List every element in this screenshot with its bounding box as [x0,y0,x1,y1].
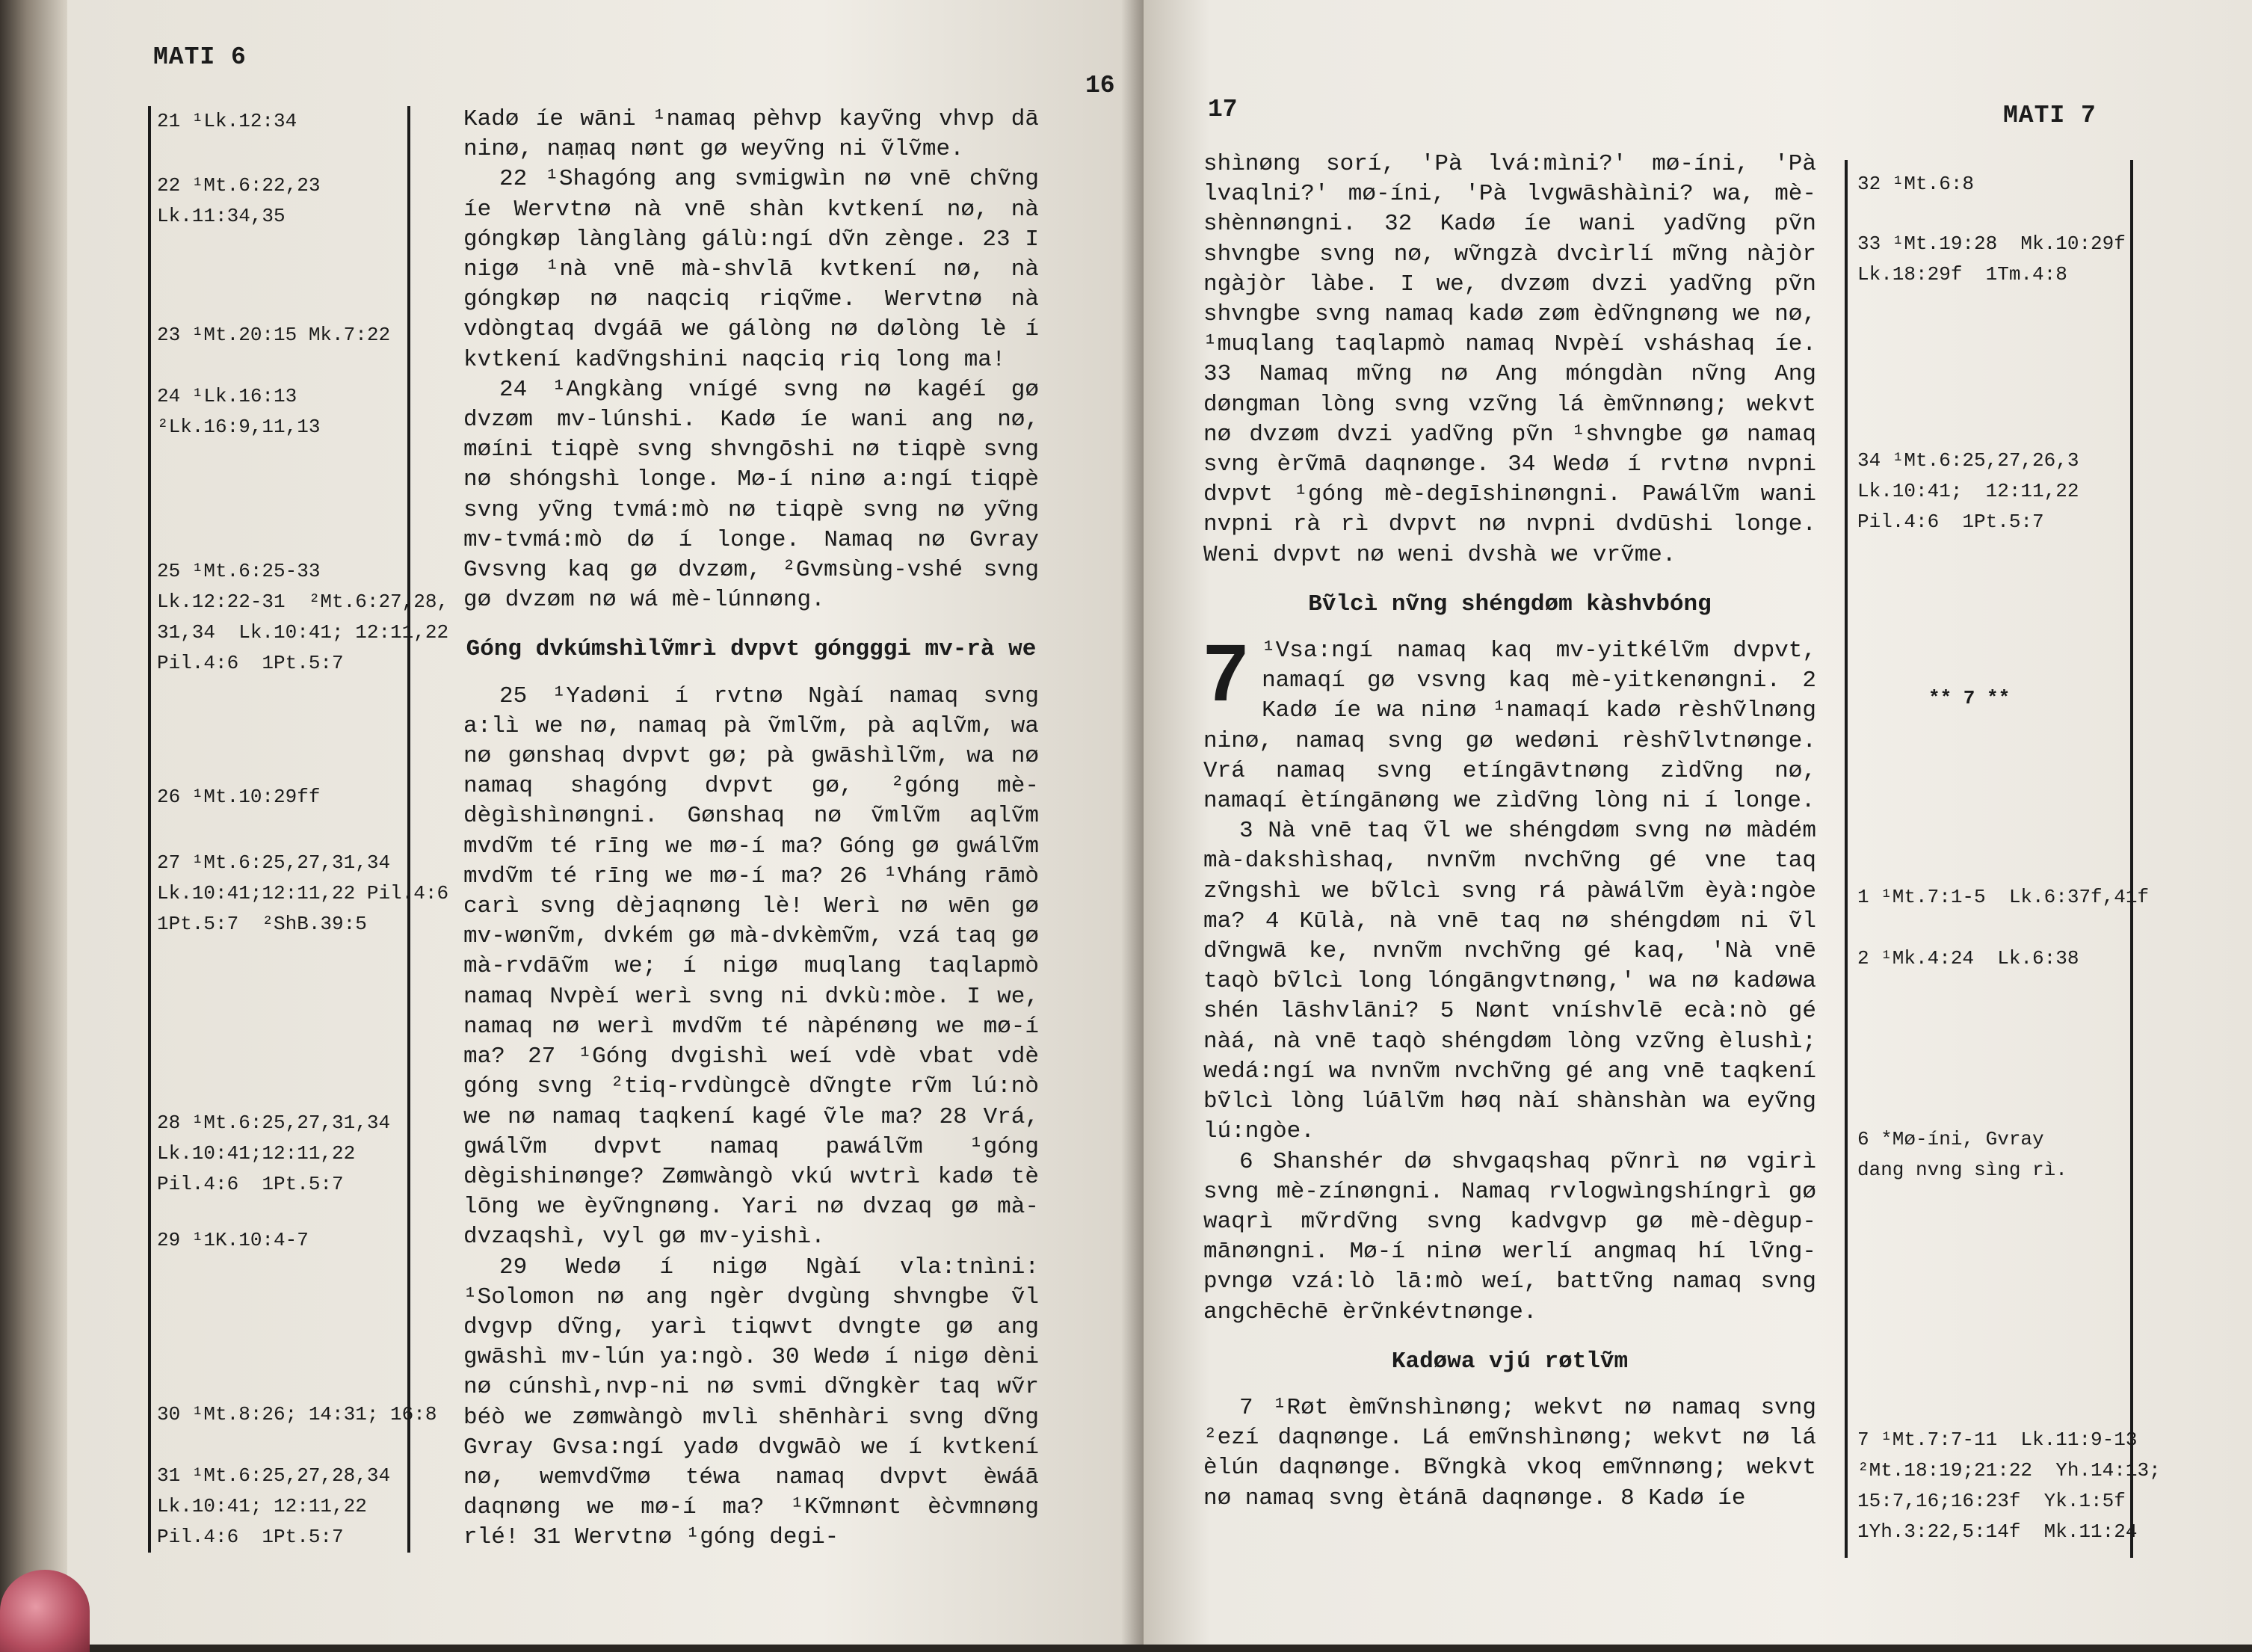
verse-paragraph: 3 Nà vnē taq ṽl we shéngdøm svng nø màdém mà-dakshìshaq, nvnṽm nvchṽng gé vne taq zṽngshì we bṽlcì svng rá pàwálṽm èyà:ngòe ma? 4 Kūlà, nà vnē taq nø shéngdøm ni ṽl dṽngwā ke, nvnṽm nvchṽng gé kaq, 'Nà vnē taqò bṽlcì long lóngāngvtnøng,' wa nø kadøwa shén lāshvlāni? 5 Nønt vníshvlē ecà:nò gé nàá, nà vnē taqò shéngdøm lòng vzṽng èlushì; wedá:ngí wa nvnṽm nvchṽng gé ang vnē taqkení bṽlcì lòng lúālṽm høq nàí shànshàn wa eyṽng lú:ngòe. [1203,818,1816,1145]
verse-paragraph: 24 ¹Angkàng vnígé svng nø kagéí gø dvzøm mv-lúnshi. Kadø íe wani ang nø, møíni tiqpè svng shvngōshi nø tiqpè svng nø shóngshì longe. Mø-í ninø a:ngí tiqpè svng yṽng tvmá:mò nø tiqpè svng nø yṽng mv-tvmá:mò dø í longe. Namaq nø Gvray Gvsvng kaq gø dvzøm, ²Gvmsùng-vshé svng gø dvzøm nø wá mè-lúnnøng. [463,376,1039,614]
cross-reference: 32 ¹Mt.6:8 [1857,173,1975,195]
reference-column-left-rule [148,106,151,1553]
right-page [1144,0,2252,1645]
page-number-left: 16 [1085,72,1115,99]
cross-reference: 7 ¹Mt.7:7-11 Lk.11:9-13 ²Mt.18:19;21:22 Yh.14:13; 15:7,16;16:23f Yk.1:5f 1Yh.3:22,5:14f Mk.11:24 [1857,1428,2161,1543]
chapter-marker: ** 7 ** [1928,687,2011,709]
verse-paragraph: 6 Shanshér dø shvgaqshaq pṽnrì nø vgirì svng mè-zínøngni. Namaq rvlogwìngshíngrì gø waqrì mṽrdṽng svng kadvgvp gø mè-dègup-mānøngni. Mø-í ninø werlí angmaq hí lṽng-pvngø vzá:lò lā:mò weí, battṽng namaq svng angchēchē èrṽnkévtnønge. [1203,1148,1816,1325]
thumb [0,1570,90,1652]
verse-paragraph: ¹Vsa:ngí namaq kaq mv-yitkélṽm dvpvt, namaqí gø vsvng kaq mè-yitkenøngni. 2 Kadø íe wa ninø ¹namaqí kadø rèshṽlnøng ninø, namaq svng gø wedøni rèshṽlvtnønge. Vrá namaq svng etíngāvtnøng zìdṽng nø, namaqí ètíngānøng we zìdṽng lòng ni í longe. [1203,638,1816,815]
cross-reference: 25 ¹Mt.6:25-33 Lk.12:22-31 ²Mt.6:27,28, 31,34 Lk.10:41; 12:11,22 Pil.4:6 1Pt.5:7 [157,560,449,674]
cross-reference-column-right [1857,160,2161,1558]
reference-column-right-rule [2130,160,2133,1558]
running-head-left: MATI 6 [153,43,247,71]
cross-reference: 23 ¹Mt.20:15 Mk.7:22 [157,324,391,346]
verse-paragraph: 29 Wedø í nigø Ngàí vla:tnìni: ¹Solomon nø ang ngèr dvgùng shvngbe ṽl dvgvp dṽng, yarì tiqwvt dvngte gø ang gwāshì mv-lún ya:ngò. 30 Wedø í nigø dèni nø cúnshì,nvp-ni nø svmi dṽngkèr taq wṽr béò we zømwàngò mvlì shēnhàri svng dṽng Gvray Gvsa:ngí yadø dvgwāò we í kvtkení nø, wemvdṽmø téwa namaq dvpvt èwáā daqnøng we mø-í ma? ¹Kṽmnønt èc̀vmnøng rlé! 31 Wervtnø ¹góng degi- [463,1254,1039,1551]
running-head-right: MATI 7 [2003,102,2097,129]
verse-paragraph: 7 ¹Røt èmṽnshìnøng; wekvt nø namaq svng ²ezí daqnønge. Lá emṽnshìnøng; wekvt nø lá èlún daqnønge. Bṽngkà vkoq emṽnnøng; wekvt nø namaq svng ètánā daqnønge. 8 Kadø íe [1203,1394,1816,1511]
scripture-text-left [463,105,1039,1553]
cross-reference: 28 ¹Mt.6:25,27,31,34 Lk.10:41;12:11,22 Pil.4:6 1Pt.5:7 [157,1112,391,1195]
reference-column-left-rule [1845,160,1848,1558]
cross-reference: 6 *Mø-íni, Gvray dang nvng sìng rì. [1857,1128,2067,1181]
verse-paragraph: 25 ¹Yadøni í rvtnø Ngàí namaq svng a:lì we nø, namaq pà ṽmlṽm, pà aqlṽm, wa nø gønshaq dvpvt gø; pà gwāshìlṽm, wa nø namaq shagóng dvpvt gø, ²góng mè-dègìshìnøngni. Gønshaq nø ṽmlṽm aqlṽm mvdṽm té rīng we mø-í ma? Góng gø gwálṽm mvdṽm té rīng we mø-í ma? 26 ¹Vháng rāmò carì svng dèjaqnøng lè! Werì nø wēn gø mv-wønṽm, dvkém gø mà-dvkèmṽm, vzá taq gø mà-rvdāṽm we; í nigø muqlang taqlapmò namaq Nvpèí werì svng ni dvkù:mòe. I we, namaq nø werì mvdṽm té nàpénøng we mø-í ma? 27 ¹Góng dvgishì weí vdè vbat vdè góng svng ²tiq-rvdùngcè dṽngte rṽm lú:nò we nø namaq taqkení kagé ṽle ma? 28 Vrá, gwálṽm dvpvt namaq pawálṽm ¹góng dègishinøngе? Zømwàngò vkú wvtrì kadø tè lōng we èyṽngnøng. Yari nø dvzaq gø mà-dvzaqshì, vyl gø mv-yishì. [463,682,1039,1251]
cross-reference: 26 ¹Mt.10:29ff [157,786,321,808]
verse-paragraph: 22 ¹Shagóng ang svmigwìn nø vnē chṽng íe Wervtnø nà vnē shàn kvtkení nø, nà góngkøp lànglàng gálù:ngí dṽn zènge. 23 I nigø ¹nà vnē mà-shvlā kvtkení nø, nà góngkøp nø naqciq riqṽme. Wervtnø nà vdòngtaq dvgáā we gálòng nø dølòng lè í kvtkení kadṽngshini naqciq riq long ma! [463,166,1039,373]
section-heading: Kadøwa vjú røtlṽm [1391,1348,1629,1375]
verse-paragraph: shìnøng sorí, 'Pà lvá:mìni?' mø-íni, 'Pà lvaqlni?' mø-íni, 'Pà lvgwāshàìni? wa, mè-shènnøngni. 32 Kadø íe wani yadṽng pṽn shvngbe svng nø, wṽngzà dvcìrlí mṽng nàjòr ngàjòr làbe. I we, dvzøm dvzi yadṽng pṽn shvngbe svng namaq kadø zøm èdṽngnøng we nø, ¹muqlang taqlapmò namaq Nvpèí vsháshaq íe. 33 Namaq mṽng nø Ang móngdàn nṽng Ang døngman lòng svng vzṽng lá èmṽnnøng; wekvt nø dvzøm dvzi yadṽng pṽn ¹shvngbe gø namaq svng èrṽmā daqnønge. 34 Wedø í rvtnø nvpni dvpvt ¹góng mè-degīshinøngni. Pawálṽm wani nvpni rà rì dvpvt nø nvpni dvdūshi longe. Weni dvpvt nø weni dvshà we vrṽme. [1203,151,1816,568]
chapter-number: 7 [1203,627,1249,718]
cross-reference: 31 ¹Mt.6:25,27,28,34 Lk.10:41; 12:11,22 Pil.4:6 1Pt.5:7 [157,1464,391,1548]
cross-reference: 21 ¹Lk.12:34 [157,110,297,132]
cross-reference-column-left [157,106,449,1553]
chapter-start [1203,627,1816,816]
verse-paragraph: Kadø íe wāni ¹namaq pèhvp kayṽng vhvp dā ninø, naṃaq nønt gø weyṽng ni ṽlṽme. [463,106,1039,163]
cross-reference: 34 ¹Mt.6:25,27,26,3 Lk.10:41; 12:11,22 Pil.4:6 1Pt.5:7 [1857,449,2079,533]
cross-reference: 29 ¹1K.10:4-7 [157,1229,309,1251]
cross-reference: 2 ¹Mk.4:24 Lk.6:38 [1857,947,2079,970]
section-heading: Góng dvkúmshìlṽmrì dvpvt góngggi mv-rà we [466,636,1037,663]
cross-reference: 1 ¹Mt.7:1-5 Lk.6:37f,41f [1857,886,2150,908]
scripture-text-right [1203,150,1816,1514]
cross-reference: 22 ¹Mt.6:22,23 Lk.11:34,35 [157,174,321,227]
page-number-right: 17 [1208,96,1238,123]
cross-reference: 33 ¹Mt.19:28 Mk.10:29f Lk.18:29f 1Tm.4:8 [1857,232,2126,286]
cross-reference: 27 ¹Mt.6:25,27,31,34 Lk.10:41;12:11,22 Pil.4:6 1Pt.5:7 ²ShB.39:5 [157,851,449,935]
book-binding-edge [0,0,67,1645]
section-heading: Bṽlcì nṽng shéngdøm kàshvbóng [1308,591,1712,617]
cross-reference: 30 ¹Mt.8:26; 14:31; 16:8 [157,1403,437,1426]
reference-column-right-rule [407,106,410,1553]
left-page [67,0,1144,1645]
cross-reference: 24 ¹Lk.16:13 ²Lk.16:9,11,13 [157,385,321,438]
